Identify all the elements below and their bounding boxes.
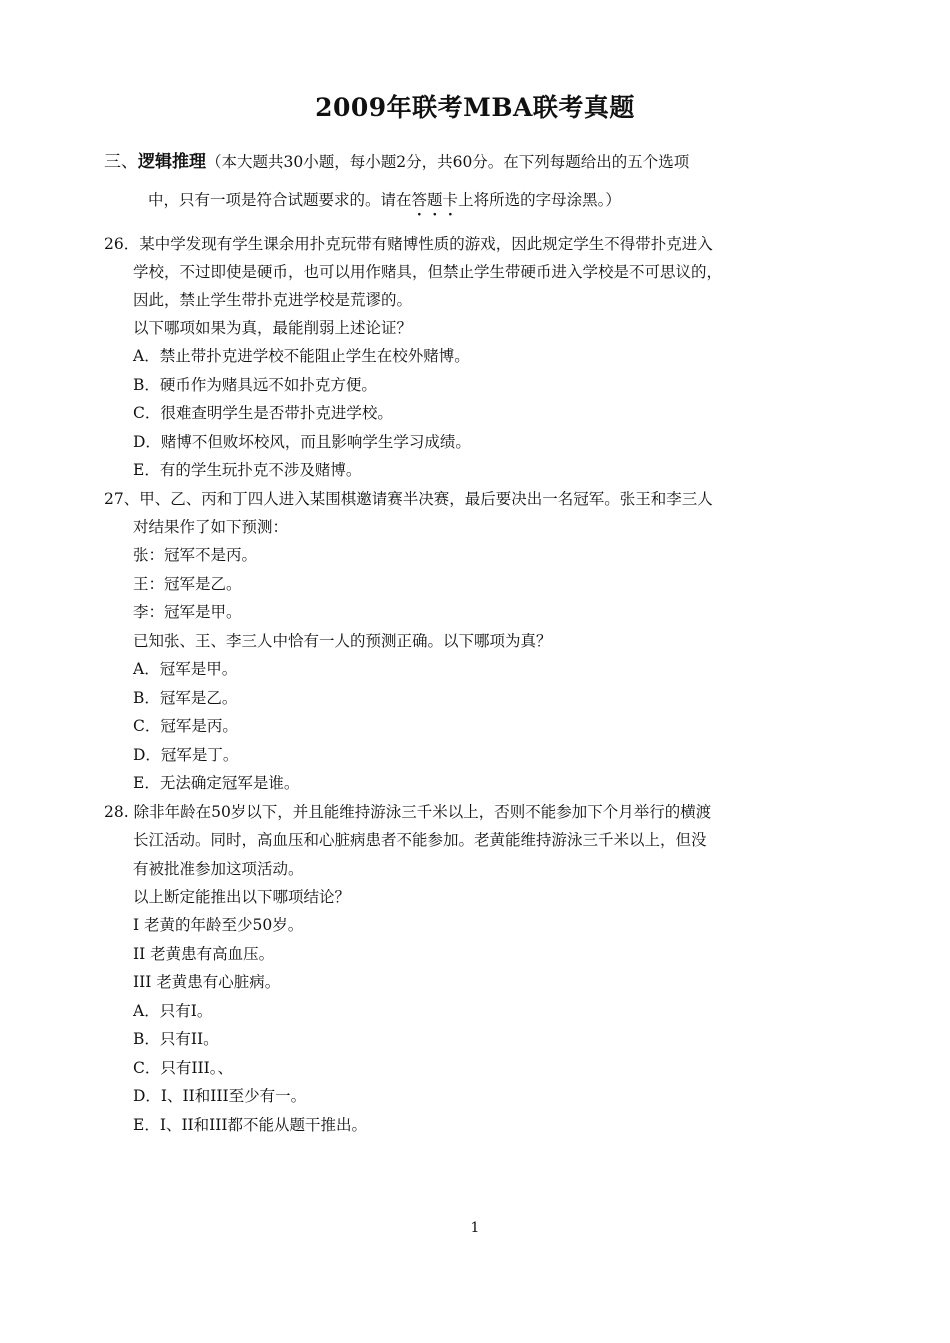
section-note-line2 — [148, 190, 621, 210]
q27-option-e: E．无法确定冠军是谁。 — [133, 774, 300, 792]
q28-option-e: E．I、II和III都不能从题干推出。 — [133, 1116, 368, 1134]
q27-prediction-wang: 王：冠军是乙。 — [133, 575, 242, 593]
section-note-line1: （本大题共30小题，每小题2分，共60分。在下列每题给出的五个选项 — [206, 153, 690, 171]
q27-option-d: D．冠军是丁。 — [133, 746, 239, 764]
q26-option-a: A．禁止带扑克进学校不能阻止学生在校外赌博。 — [133, 347, 470, 365]
section-number: 三、 — [104, 152, 138, 172]
section-name: 逻辑推理 — [138, 152, 206, 172]
q27-option-c: C．冠军是丙。 — [133, 717, 238, 735]
q28-question: 以上断定能推出以下哪项结论？ — [133, 888, 351, 906]
q26-line-2: 学校，不过即使是硬币，也可以用作赌具，但禁止学生带硬币进入学校是不可思议的， — [133, 263, 723, 281]
emphasis-char: 卡 — [442, 191, 459, 209]
q28-statement-2: II 老黄患有高血压。 — [133, 945, 275, 963]
emphasis-char: 题 — [427, 191, 443, 209]
q27-option-b: B．冠军是乙。 — [133, 689, 238, 707]
q27-prediction-li: 李：冠军是甲。 — [133, 603, 242, 621]
q28-statement-3: III 老黄患有心脏病。 — [133, 973, 281, 991]
section-note-pre: 中，只有一项是符合试题要求的。请在 — [148, 191, 412, 209]
q26-line-1: 26．某中学发现有学生课余用扑克玩带有赌博性质的游戏，因此规定学生不得带扑克进入 — [104, 235, 713, 253]
q28-option-b: B．只有II。 — [133, 1030, 219, 1048]
q26-line-3: 因此，禁止学生带扑克进学校是荒谬的。 — [133, 291, 413, 309]
page-number: 1 — [470, 1220, 480, 1236]
q27-prediction-zhang: 张：冠军不是丙。 — [133, 546, 258, 564]
q28-line-3: 有被批准参加这项活动。 — [133, 860, 304, 878]
section-heading — [104, 152, 689, 172]
q27-line-1: 27、甲、乙、丙和丁四人进入某围棋邀请赛半决赛，最后要决出一名冠军。张王和李三人 — [104, 490, 713, 508]
section-note-dotted — [412, 191, 459, 209]
q28-option-d: D．I、II和III至少有一。 — [133, 1087, 307, 1105]
q28-statement-1: I 老黄的年龄至少50岁。 — [133, 916, 304, 934]
q27-line-2: 对结果作了如下预测： — [133, 518, 289, 536]
q28-line-2: 长江活动。同时，高血压和心脏病患者不能参加。老黄能维持游泳三千米以上，但没 — [133, 831, 707, 849]
q27-option-a: A．冠军是甲。 — [133, 660, 238, 678]
q26-option-e: E．有的学生玩扑克不涉及赌博。 — [133, 461, 362, 479]
q27-question: 已知张、王、李三人中恰有一人的预测正确。以下哪项为真？ — [133, 632, 552, 650]
section-note-post: 上将所选的字母涂黑。） — [458, 191, 621, 209]
q26-question: 以下哪项如果为真，最能削弱上述论证？ — [133, 319, 413, 337]
document-title: 2009年联考MBA联考真题 — [315, 93, 635, 122]
emphasis-char: 答 — [411, 191, 428, 209]
q28-option-c: C．只有III。、 — [133, 1059, 233, 1077]
q26-option-c: C．很难查明学生是否带扑克进学校。 — [133, 404, 393, 422]
q26-option-d: D．赌博不但败坏校风，而且影响学生学习成绩。 — [133, 433, 471, 451]
q28-line-1: 28. 除非年龄在50岁以下，并且能维持游泳三千米以上，否则不能参加下个月举行的横渡 — [104, 803, 712, 821]
q28-option-a: A．只有I。 — [133, 1002, 213, 1020]
q26-option-b: B．硬币作为赌具远不如扑克方便。 — [133, 376, 377, 394]
